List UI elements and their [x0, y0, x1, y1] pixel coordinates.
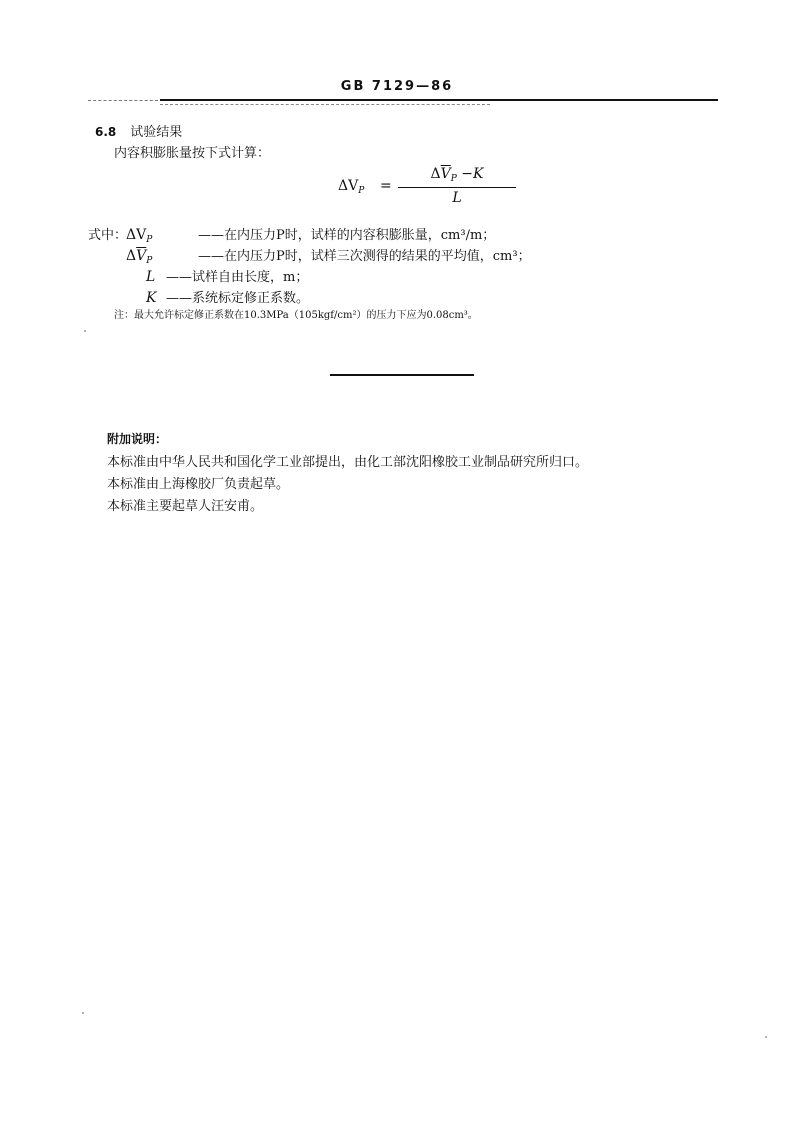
section-heading — [95, 121, 182, 140]
definition-row — [88, 224, 531, 245]
definition-row — [88, 287, 531, 308]
appendix-line: 本标准主要起草人汪安甫。 — [107, 499, 264, 514]
definition-symbol: $\Delta V_P$ — [126, 227, 153, 245]
fraction-bar — [398, 187, 516, 188]
definition-symbol: L — [146, 269, 156, 285]
appendix-line: 本标准由中华人民共和国化学工业部提出，由化工部沈阳橡胶工业制品研究所归口。 — [107, 455, 589, 470]
variable-definitions — [88, 224, 531, 308]
definition-symbol: K — [146, 290, 157, 306]
header-rule-dashed-left — [88, 100, 158, 101]
definition-row — [88, 266, 531, 287]
formula-lhs: $\Delta V_P$ — [338, 178, 365, 196]
definitions-lead: 式中： — [88, 228, 128, 243]
end-of-text-rule — [330, 374, 474, 376]
scan-speck — [82, 1012, 84, 1014]
definition-text: ——系统标定修正系数。 — [166, 291, 310, 306]
scan-speck — [765, 1036, 767, 1038]
appendix — [107, 428, 588, 518]
section-intro: 内容积膨胀量按下式计算： — [114, 146, 271, 161]
section-number: 6.8 — [95, 125, 117, 139]
header-rule-dashed — [160, 104, 490, 105]
formula-numerator: $\Delta\overline{V}_P -K$ — [430, 166, 484, 184]
definition-symbol: $\Delta\overline{V}_P$ — [126, 248, 153, 266]
definition-row — [88, 245, 531, 266]
note: 注：最大允许标定修正系数在10.3MPa（105kgf/cm²）的压力下应为0.08cm³。 — [114, 310, 478, 321]
standard-code: GB 7129—86 — [340, 79, 454, 94]
formula-equals: = — [380, 178, 392, 194]
definition-text: ——在内压力P时，试样的内容积膨胀量，cm³/m； — [198, 228, 496, 243]
formula-denominator: L — [452, 190, 462, 206]
scan-speck — [84, 330, 86, 332]
appendix-title: 附加说明： — [107, 432, 168, 446]
appendix-line: 本标准由上海橡胶厂负责起草。 — [107, 477, 290, 492]
definition-text: ——在内压力P时，试样三次测得的结果的平均值，cm³； — [198, 249, 531, 264]
section-title: 试验结果 — [130, 125, 183, 140]
definition-text: ——试样自由长度，m； — [166, 270, 309, 285]
header-rule — [160, 99, 718, 101]
